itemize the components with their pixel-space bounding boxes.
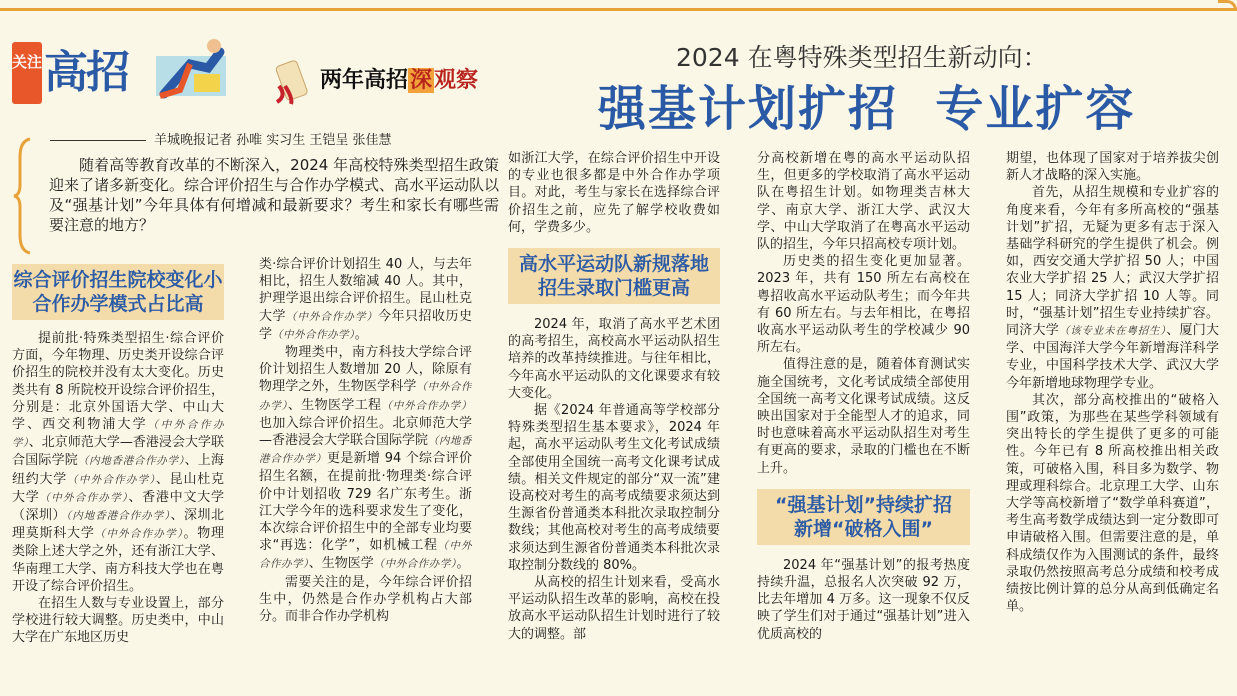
column-2: [259, 256, 472, 696]
paragraph: 类·综合评价计划招生 40 人，与去年相比，招生人数缩减 40 人。其中，护理学退出综合评价招生。昆山杜克大学（中外合作办学）今年只招收历史学（中外合作办学）。: [259, 257, 472, 342]
paragraph: 首先，从招生规模和专业扩容的角度来看，今年有多所高校的“强基计划”扩招，无疑为更多有志于深入基础学科研究的学生提供了机会。例如，西安交通大学扩招 50 人；中国农业大学扩招 25 人；武汉大学扩招 15 人；同济大学扩招 10 人等。同时，“强基计划”招生专业持续扩容。同济大学（该专业未在粤招生）、厦门大学、中国海洋大学今年新增海洋科学专业，中国科学技术大学、武汉大学今年新增地球物理学专业。: [1006, 185, 1219, 391]
brace-ornament: [12, 137, 34, 255]
column-5: [1006, 150, 1219, 696]
byline: 羊城晚报记者 孙唯 实习生 王铠呈 张佳慧: [50, 129, 392, 148]
paragraph: 历史类的招生变化更加显著。2023 年，共有 150 所左右高校在粤招收高水平运动队考生；而今年共有 60 所左右。与去年相比，在粤招收高水平运动队考生的学校减少 90 所左右。: [757, 254, 970, 356]
section-title-qiangji: “强基计划”持续扩招 新增“破格入围”: [757, 489, 970, 545]
paragraph: 如浙江大学，在综合评价招生中开设的专业也很多都是中外合作办学项目。对此，考生与家长在选择综合评价招生之前，应先了解学校收费如何，学费多少。: [508, 151, 720, 235]
column-4: [757, 150, 970, 696]
column-1: [12, 264, 224, 696]
paragraph: 分高校新增在粤的高水平运动队招生，但更多的学校取消了高水平运动队在粤招生计划。如物理类吉林大学、南京大学、浙江大学、武汉大学、中山大学取消了在粤高水平运动队的招生，今年只招高校专项计划。: [757, 151, 970, 253]
paragraph: 2024 年“强基计划”的报考热度持续升温，总报名人次突破 92 万，比去年增加 4 万多。这一现象不仅反映了学生们对于通过“强基计划”进入优质高校的: [757, 557, 970, 642]
headline: 强基计划扩招 专业扩容: [598, 81, 1136, 137]
series-highlight: 深: [410, 68, 433, 93]
series-title: 两年高招深观察: [320, 68, 479, 93]
paragraph: 提前批·特殊类型招生·综合评价方面，今年物理、历史类开设综合评价招生的院校并没有太大变化。历史类共有 8 所院校开设综合评价招生，分别是：北京外国语大学、中山大学、西交利物浦大学（中外合作办学）、北京师范大学—香港浸会大学联合国际学院（内地香港合作办学）、上海纽约大学（中外合作办学）、昆山杜克大学（中外合作办学）、香港中文大学（深圳）（内地香港合作办学）、深圳北理莫斯科大学（中外合作办学）。物理类除上述大学之外，还有浙江大学、华南理工大学、南方科技大学也在粤开设了综合评价招生。: [12, 331, 224, 594]
paragraph: 值得注意的是，随着体育测试实施全国统考，文化考试成绩全部使用全国统一高考文化课考试成绩。这反映出国家对于全能型人才的追求，同时也意味着高水平运动队招生对考生有更高的要求，录取的门槛也在不断上升。: [757, 357, 970, 476]
kicker: 2024 在粤特殊类型招生新动向：: [676, 43, 1048, 72]
column-tag-guanzhu: 关注: [12, 42, 42, 104]
lead-paragraph: 随着高等教育改革的不断深入，2024 年高校特殊类型招生政策迎来了诸多新变化。综合评价招生与合作办学模式、高水平运动队以及“强基计划”今年具体有何增减和最新要求？考生和家长有哪些需要注意的地方？: [49, 156, 500, 234]
section-title-comprehensive: 综合评价招生院校变化小 合作办学模式占比高: [12, 264, 224, 320]
paragraph: 其次，部分高校推出的“破格入围”政策，为那些在某些学科领域有突出特长的学生提供了更多的可能性。今年已有 8 所高校推出相关政策，可破格入围，科目多为数学、物理或理科综合。北京理工大学、山东大学等高校新增了“数学单科赛道”，考生高考数学成绩达到一定分数即可申请破格入围。但需要注意的是，单科成绩仅作为入围测试的条件，最终录取仍然按照高考总分成绩和校考成绩按比例计算的总分从高到低确定名单。: [1006, 392, 1219, 615]
top-border-rule: [0, 0, 1237, 11]
section-title-athletes: 高水平运动队新规落地 招生录取门槛更高: [508, 248, 720, 304]
scroll-icon: [273, 56, 313, 106]
column-name-gaozhao: 高招: [44, 47, 128, 98]
paragraph: 期望，也体现了国家对于培养拔尖创新人才战略的深入实施。: [1006, 151, 1219, 184]
paragraph: 从高校的招生计划来看，受高水平运动队招生改革的影响，高校在投放高水平运动队招生计划时进行了较大的调整。部: [508, 575, 720, 642]
paragraph: 2024 年，取消了高水平艺术团的高考招生，高校高水平运动队招生培养的改革持续推进。与往年相比，今年高水平运动队的文化课要求有较大变化。: [508, 317, 720, 401]
paragraph: 在招生人数与专业设置上，部分学校进行较大调整。历史类中，中山大学在广东地区历史: [12, 596, 224, 646]
paragraph: 物理类中，南方科技大学综合评价计划招生人数增加 20 人，除原有物理学之外，生物医学科学（中外合作办学）、生物医学工程（中外合作办学）也加入综合评价招生。北京师范大学—香港浸会大学联合国际学院（内地香港合作办学）更是新增 94 个综合评价招生名额，在提前批·物理类·综合评价中计划招收 729 名广东考生。浙江大学今年的选科要求发生了变化，本次综合评价招生中的全部专业均要求“再选：化学”，如机械工程（中外合作办学）、生物医学（中外合作办学）。: [259, 345, 472, 572]
paragraph: 据《2024 年普通高等学校部分特殊类型招生基本要求》，2024 年起，高水平运动队考生文化考试成绩全部使用全国统一高考文化课考试成绩。相关文件规定的部分“双一流”建设高校对考生的高考成绩要求须达到生源省份普通类本科批次录取控制分数线；其他高校对考生的高考成绩要求须达到生源省份普通类本科批次录取控制分数线的 80%。: [508, 403, 720, 573]
runner-illustration-icon: [150, 34, 240, 110]
column-3: [508, 150, 720, 696]
paragraph: 需要关注的是，今年综合评价招生中，仍然是合作办学机构占大部分。而非合作办学机构: [259, 574, 472, 625]
